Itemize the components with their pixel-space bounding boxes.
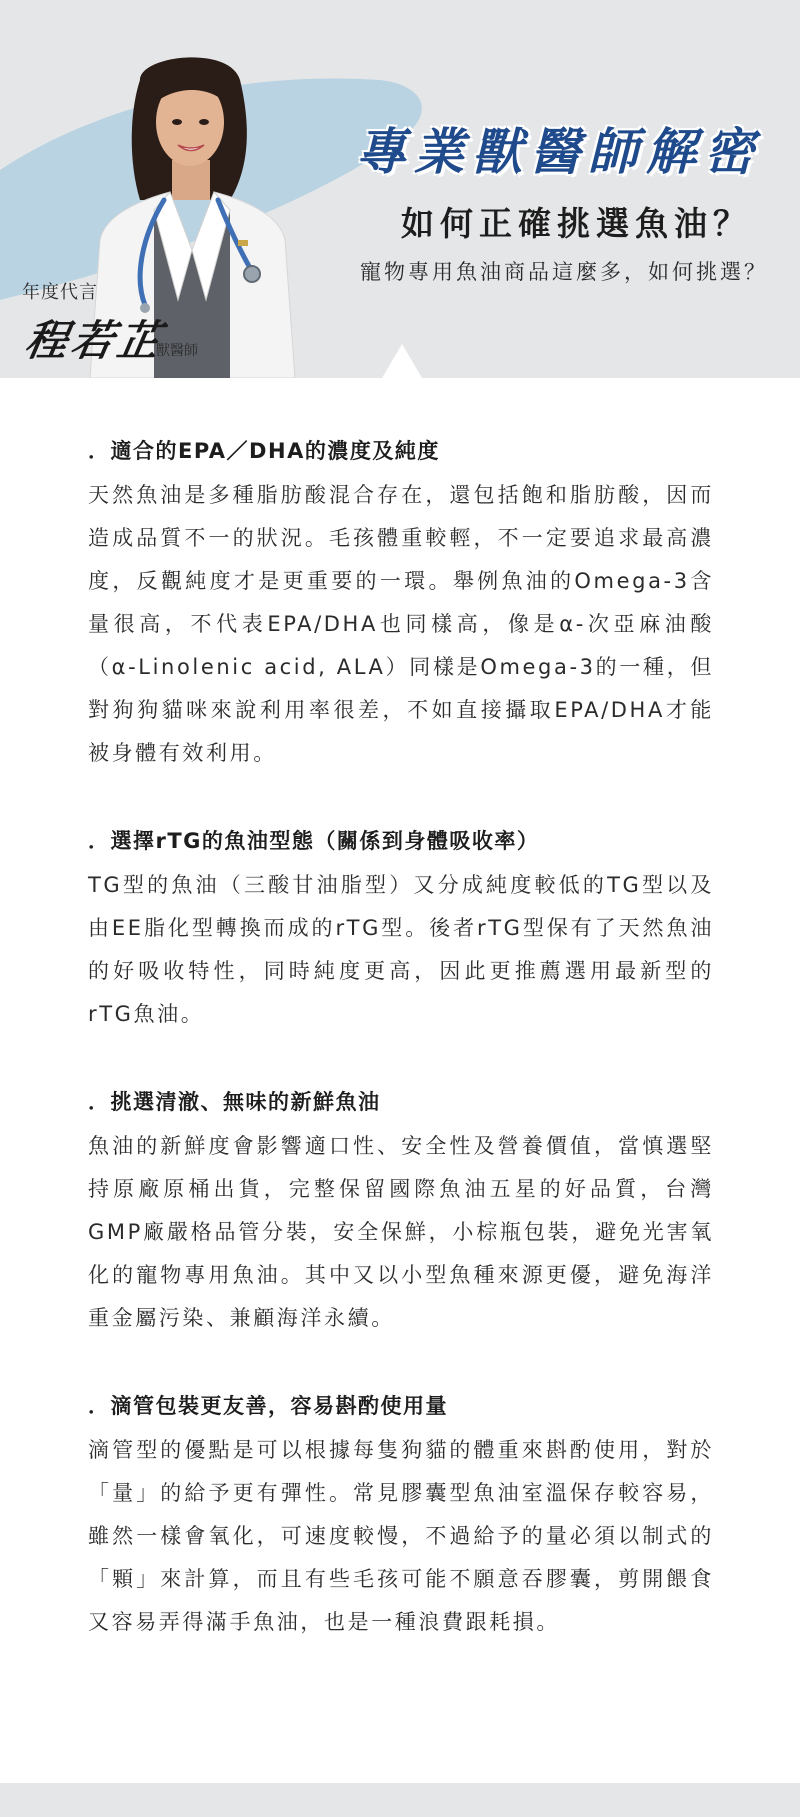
section-body: 滴管型的優點是可以根據每隻狗貓的體重來斟酌使用，對於「量」的給予更有彈性。常見膠囊型魚油室溫保存較容易，雖然一樣會氧化，可速度較慢，不過給予的量必須以制式的「顆」來計算，而且有些毛孩可能不願意吞膠囊，剪開餵食又容易弄得滿手魚油，也是一種浪費跟耗損。	[88, 1438, 714, 1634]
section-epa-dha	[88, 428, 714, 775]
section-dropper	[88, 1383, 714, 1644]
banner-title: 專業獸醫師解密	[356, 123, 762, 181]
section-heading: ．適合的EPA／DHA的濃度及純度	[88, 439, 440, 463]
footer-bar	[0, 1783, 800, 1817]
banner-notch	[382, 344, 422, 378]
section-rtg	[88, 818, 714, 1036]
banner-subtitle: 如何正確挑選魚油？	[401, 204, 752, 243]
section-body: TG型的魚油（三酸甘油脂型）又分成純度較低的TG型以及由EE脂化型轉換而成的rTG型。後者rTG型保有了天然魚油的好吸收特性，同時純度更高，因此更推薦選用最新型的rTG魚油。	[88, 873, 714, 1026]
vet-signature: 程若芷	[21, 316, 168, 365]
section-heading: ．滴管包裝更友善，容易斟酌使用量	[88, 1394, 448, 1418]
section-body: 天然魚油是多種脂肪酸混合存在，還包括飽和脂肪酸，因而造成品質不一的狀況。毛孩體重較輕，不一定要追求最高濃度，反觀純度才是更重要的一環。舉例魚油的Omega-3含量很高，不代表EPA/DHA也同樣高，像是α-次亞麻油酸（α-Linolenic acid, ALA）同樣是Omega-3的一種，但對狗狗貓咪來說利用率很差，不如直接攝取EPA/DHA才能被身體有效利用。	[88, 483, 714, 765]
section-heading: ．挑選清澈、無味的新鮮魚油	[88, 1090, 381, 1114]
banner-description: 寵物專用魚油商品這麼多，如何挑選？	[360, 260, 768, 284]
section-heading: ．選擇rTG的魚油型態（關係到身體吸收率）	[88, 829, 540, 853]
article-content	[88, 428, 714, 1687]
header-banner	[0, 0, 800, 378]
section-freshness	[88, 1079, 714, 1340]
section-body: 魚油的新鮮度會影響適口性、安全性及營養價值，當慎選堅持原廠原桶出貨，完整保留國際魚油五星的好品質，台灣GMP廠嚴格品管分裝，安全保鮮，小棕瓶包裝，避免光害氧化的寵物專用魚油。其中又以小型魚種來源更優，避免海洋重金屬污染、兼顧海洋永續。	[88, 1134, 714, 1330]
ambassador-label: 年度代言	[22, 282, 98, 303]
vet-title: 獸醫師	[156, 343, 198, 359]
